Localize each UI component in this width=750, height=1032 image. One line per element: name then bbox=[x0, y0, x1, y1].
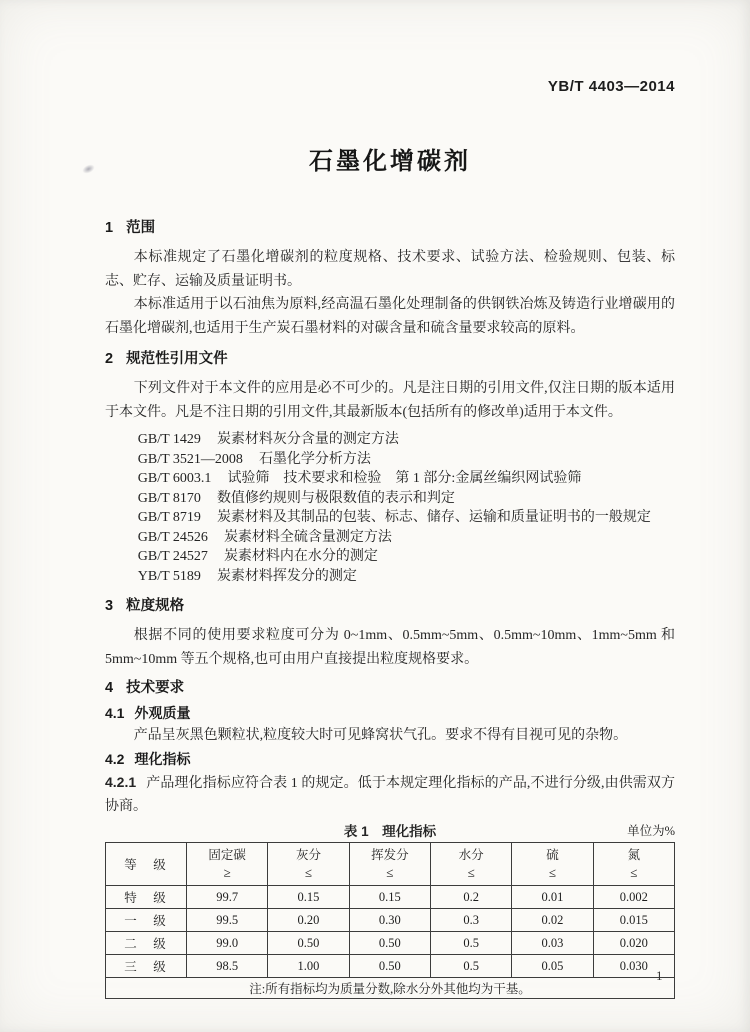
reference-title: 炭素材料及其制品的包装、标志、储存、运输和质量证明书的一般规定 bbox=[216, 510, 651, 525]
value-cell: 0.50 bbox=[268, 932, 349, 955]
reference-item bbox=[138, 547, 675, 567]
section-1-paragraph-2: 本标准适用于以石油焦为原料,经高温石墨化处理制备的供钢铁冶炼及铸造行业增碳用的石墨化增碳剂,也适用于生产炭石墨材料的对碳含量和硫含量要求较高的原料。 bbox=[105, 297, 675, 336]
value-cell: 0.01 bbox=[512, 886, 593, 909]
table-caption: 表 1 理化指标 bbox=[343, 824, 437, 839]
physicochemical-indicators-table bbox=[105, 842, 675, 999]
reference-item bbox=[138, 508, 675, 528]
section-2-number: 2 bbox=[105, 351, 114, 367]
reference-code: GB/T 1429 bbox=[137, 432, 201, 447]
normative-references-list bbox=[105, 430, 675, 586]
table-row-premium-grade bbox=[106, 886, 675, 909]
grade-cell: 二 级 bbox=[106, 932, 187, 955]
table-header-row bbox=[106, 843, 675, 886]
section-2-heading bbox=[105, 349, 675, 369]
reference-item bbox=[138, 567, 675, 587]
value-cell: 98.5 bbox=[187, 955, 268, 978]
section-3-number: 3 bbox=[105, 598, 114, 614]
clause-4-2-1-number: 4.2.1 bbox=[105, 774, 137, 790]
section-4-heading bbox=[105, 678, 675, 698]
value-cell: 99.7 bbox=[187, 886, 268, 909]
reference-code: GB/T 6003.1 bbox=[137, 471, 212, 486]
standard-number: YB/T 4403—2014 bbox=[547, 78, 675, 95]
column-operator: ≤ bbox=[386, 865, 394, 880]
reference-title: 炭素材料挥发分的测定 bbox=[216, 568, 357, 584]
table-row-grade-1 bbox=[106, 909, 675, 932]
value-cell: 1.00 bbox=[268, 955, 349, 978]
section-3-label: 粒度规格 bbox=[126, 598, 185, 614]
value-cell: 99.5 bbox=[187, 909, 268, 932]
value-cell: 0.30 bbox=[349, 909, 430, 932]
column-header-nitrogen bbox=[593, 843, 674, 886]
value-cell: 0.015 bbox=[593, 909, 674, 932]
column-name: 灰分 bbox=[295, 848, 321, 862]
reference-item bbox=[138, 528, 675, 548]
value-cell: 0.50 bbox=[349, 932, 430, 955]
value-cell: 0.3 bbox=[430, 909, 511, 932]
value-cell: 0.15 bbox=[268, 886, 349, 909]
section-1-label: 范围 bbox=[126, 220, 156, 236]
value-cell: 0.02 bbox=[512, 909, 593, 932]
section-4-1-paragraph: 产品呈灰黑色颗粒状,粒度较大时可见蜂窝状气孔。要求不得有目视可见的杂物。 bbox=[133, 728, 628, 743]
reference-item bbox=[138, 450, 675, 470]
grade-cell: 一 级 bbox=[106, 909, 187, 932]
grade-cell: 三 级 bbox=[106, 955, 187, 978]
column-name: 固定碳 bbox=[208, 848, 246, 862]
section-2-label: 规范性引用文件 bbox=[126, 351, 228, 367]
value-cell: 0.05 bbox=[512, 955, 593, 978]
value-cell: 0.020 bbox=[593, 932, 674, 955]
value-cell: 0.002 bbox=[593, 886, 674, 909]
reference-code: GB/T 3521—2008 bbox=[137, 451, 243, 467]
column-name: 氮 bbox=[627, 848, 641, 862]
reference-item bbox=[138, 489, 675, 509]
value-cell: 0.5 bbox=[430, 932, 511, 955]
section-1-heading bbox=[105, 218, 675, 238]
section-2-intro: 下列文件对于本文件的应用是必不可少的。凡是注日期的引用文件,仅注日期的版本适用于本文件。凡是不注日期的引用文件,其最新版本(包括所有的修改单)适用于本文件。 bbox=[105, 381, 675, 420]
reference-item bbox=[138, 469, 675, 489]
section-3-heading bbox=[105, 596, 675, 616]
clause-4-2-1-text: 产品理化指标应符合表 1 的规定。低于本规定理化指标的产品,不进行分级,由供需双方协商。 bbox=[105, 776, 675, 814]
value-cell: 99.0 bbox=[187, 932, 268, 955]
column-header-sulfur bbox=[512, 843, 593, 886]
column-header-fixed-carbon bbox=[187, 843, 268, 886]
table-caption-row bbox=[105, 823, 675, 840]
reference-title: 数值修约规则与极限数值的表示和判定 bbox=[216, 490, 455, 506]
column-header-volatile-matter bbox=[349, 843, 430, 886]
section-1-number: 1 bbox=[105, 220, 114, 236]
section-4-1-heading bbox=[105, 704, 675, 723]
column-name: 挥发分 bbox=[371, 848, 409, 862]
column-header-moisture bbox=[430, 843, 511, 886]
reference-title: 石墨化学分析方法 bbox=[258, 451, 371, 467]
reference-code: GB/T 24527 bbox=[137, 549, 208, 564]
column-operator: ≤ bbox=[467, 865, 475, 880]
column-operator: ≤ bbox=[630, 865, 638, 880]
reference-title: 炭素材料灰分含量的测定方法 bbox=[216, 432, 399, 447]
section-4-1-label: 外观质量 bbox=[134, 705, 191, 721]
table-row-grade-2 bbox=[106, 932, 675, 955]
pencil-smudge-artifact bbox=[81, 163, 96, 176]
clause-4-2-1 bbox=[105, 771, 675, 818]
reference-code: YB/T 5189 bbox=[137, 568, 201, 584]
grade-cell: 特 级 bbox=[106, 886, 187, 909]
value-cell: 0.15 bbox=[349, 886, 430, 909]
value-cell: 0.20 bbox=[268, 909, 349, 932]
grade-column-header: 等 级 bbox=[106, 843, 187, 886]
column-name: 硫 bbox=[546, 848, 559, 862]
section-3-paragraph: 根据不同的使用要求粒度可分为 0~1mm、0.5mm~5mm、0.5mm~10mm、1mm~5mm 和 5mm~10mm 等五个规格,也可由用户直接提出粒度规格要求。 bbox=[105, 628, 675, 667]
page-number: 1 bbox=[656, 968, 663, 983]
value-cell: 0.50 bbox=[349, 955, 430, 978]
table-row-grade-3 bbox=[106, 955, 675, 978]
section-4-2-heading bbox=[105, 750, 675, 769]
reference-title: 试验筛 技术要求和检验 第 1 部分:金属丝编织网试验筛 bbox=[227, 471, 582, 486]
reference-code: GB/T 8719 bbox=[137, 510, 201, 525]
column-operator: ≥ bbox=[223, 865, 231, 880]
section-1-paragraph-1: 本标准规定了石墨化增碳剂的粒度规格、技术要求、试验方法、检验规则、包装、标志、贮存、运输及质量证明书。 bbox=[105, 250, 675, 289]
table-note-row bbox=[106, 978, 675, 999]
section-4-number: 4 bbox=[105, 680, 114, 696]
table-note: 注:所有指标均为质量分数,除水分外其他均为干基。 bbox=[106, 978, 675, 999]
document-title: 石墨化增碳剂 bbox=[309, 148, 471, 175]
value-cell: 0.03 bbox=[512, 932, 593, 955]
section-4-1-number: 4.1 bbox=[105, 705, 125, 721]
value-cell: 0.2 bbox=[430, 886, 511, 909]
column-operator: ≤ bbox=[548, 865, 557, 880]
column-header-ash bbox=[268, 843, 349, 886]
reference-code: GB/T 24526 bbox=[137, 529, 208, 545]
value-cell: 0.5 bbox=[430, 955, 511, 978]
table-unit-label: 单位为% bbox=[627, 824, 675, 838]
column-operator: ≤ bbox=[304, 865, 313, 880]
reference-code: GB/T 8170 bbox=[137, 490, 201, 506]
value-cell: 0.030 bbox=[593, 955, 674, 978]
page-content bbox=[105, 78, 675, 999]
column-name: 水分 bbox=[458, 848, 484, 862]
reference-item bbox=[138, 430, 675, 450]
section-4-2-number: 4.2 bbox=[105, 751, 125, 767]
reference-title: 炭素材料内在水分的测定 bbox=[223, 549, 378, 564]
reference-title: 炭素材料全硫含量测定方法 bbox=[223, 529, 392, 545]
section-4-label: 技术要求 bbox=[126, 680, 185, 696]
section-4-2-label: 理化指标 bbox=[134, 751, 191, 767]
